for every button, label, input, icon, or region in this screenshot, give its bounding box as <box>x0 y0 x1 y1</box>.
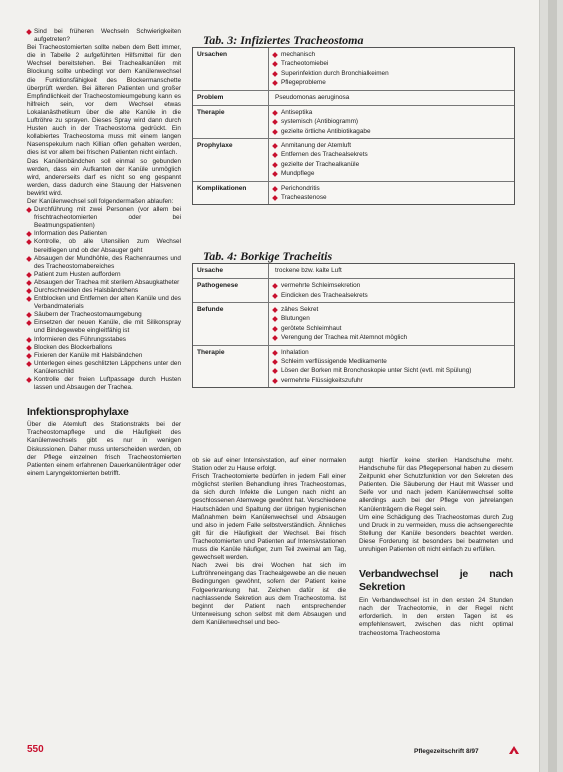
step: Fixieren der Kanüle mit Halsbändchen <box>27 352 181 360</box>
list-item: Blutungen <box>273 314 510 323</box>
paragraph: autgt hierfür keine sterilen Handschuhe mehr. Handschuhe für das Pflegepersonal haben zu diesem Zeitpunkt eher Schutzfunktion vor den Sekreten des Patienten. Die Säuberung der Haut mit Wasser und Seife vor und nach jedem Kanülenwechsel sollte allerdings auch bei der Pflege von jahrelangen Kanülenträgern die Regel sein. <box>359 457 513 513</box>
step: Säubern der Tracheostomaumgebung <box>27 311 181 319</box>
list-item: Inhalation <box>273 348 510 357</box>
list-item: Tracheotomiebei <box>273 59 510 68</box>
step: Informieren des Führungsstabes <box>27 336 181 344</box>
step: Patient zum Husten auffordern <box>27 271 181 279</box>
list-item: mechanisch <box>273 50 510 59</box>
publication-name: Pflegezeitschrift 8/97 <box>414 748 479 755</box>
row-label: Therapie <box>193 106 269 138</box>
step: Entblocken und Entfernen der alten Kanüle und des Verbandmaterials <box>27 295 181 311</box>
paragraph: Um eine Schädigung des Tracheostomas durch Zug und Druck in zu vermeiden, muss die achsengerechte Stellung der Kanüle besonders beachtet werden. Diese Forderung ist besonders bei beatmeten und unruhigen Patienten oft nicht einfach zu erfüllen. <box>359 513 513 554</box>
table-row <box>193 48 514 90</box>
row-label: Problem <box>193 91 269 105</box>
list-item: Verengung der Trachea mit Atemnot möglich <box>273 333 510 342</box>
section-heading: Verbandwechsel je nach Sekretion <box>359 568 513 593</box>
row-text: Pseudomonas aeruginosa <box>275 93 350 101</box>
paragraph: Frisch Tracheotomierte bedürfen in jedem Fall einer möglichst sterilen Behandlung ihres Tracheostomas, da sich durch Infekte die Lungen nach nicht an geschlossenen Atemwege gewöhnt hat. Verschiedene Hautschäden und Spaltung der übrigen hygienischen Maßnahmen beim Kanülenwechsel und Absaugen und also in jedem Falle selbstverständlich. Ähnliches gilt für die Häufigkeit der Wechsel. Bei frisch Tracheotomierten und Patienten auf Intensivstationen muss die Kanüle häufiger, zum Teil zweimal am Tag, gewechselt werden. <box>192 473 346 562</box>
row-value <box>269 264 514 278</box>
intro-question-list <box>27 28 181 44</box>
table-crusted-tracheitis <box>192 249 515 388</box>
list-item: Entfernen des Trachealsekrets <box>273 150 510 159</box>
row-label: Prophylaxe <box>193 139 269 181</box>
table-row <box>193 278 514 302</box>
row-value <box>269 346 514 388</box>
paragraph: Das Kanülenbändchen soll einmal so gebunden werden, dass ein Aufkanten der Kanüle unmöglich wird, andererseits darf es nicht so eng gespannt werden, dass dadurch eine Stauung der Halsvenen bewirkt wird. <box>27 157 181 197</box>
step: Unterlegen eines geschlitzten Läppchens unter den Kanülenschild <box>27 360 181 376</box>
list-item: Lösen der Borken mit Bronchoskopie unter Sicht (evtl. mit Spülung) <box>273 366 510 375</box>
list-item: Tracheastenose <box>273 193 510 202</box>
row-label: Therapie <box>193 346 269 388</box>
table-row <box>193 181 514 205</box>
paragraph: Der Kanülenwechsel soll folgendermaßen ablaufen: <box>27 197 174 205</box>
list-item: zähes Sekret <box>273 305 510 314</box>
middle-column <box>192 457 346 627</box>
right-column <box>359 457 513 638</box>
page-edge-band <box>548 0 557 772</box>
procedure-steps <box>27 206 181 392</box>
paragraph: Nach zwei bis drei Wochen hat sich im Luftröhreneingang das Trachealgewebe an die neuen Bedingungen gewöhnt, sofern der Patient keine Folgeerkrankung hat. Zeichen dafür ist die nachlassende Sekretion aus dem Tracheostoma. Ist beginnt der Patient nach entsprechender Unterweisung schon selbst mit dem Absaugen und dem Kanülenwechsel und beo- <box>192 562 346 626</box>
paragraph: Ein Verbandwechsel ist in den ersten 24 Stunden nach der Tracheotomie, in der Regel nicht erforderlich. In den ersten Tagen ist es empfehlenswert, zwischen das nicht optimal tracheostoma Tracheostoma <box>359 597 513 637</box>
table-row <box>193 264 514 278</box>
list-item: gezielte der Trachealkanüle <box>273 160 510 169</box>
row-value <box>269 91 514 105</box>
table-row <box>193 345 514 388</box>
left-column <box>27 28 181 478</box>
step: Durchschneiden des Halsbändchens <box>27 287 181 295</box>
list-item: Eindicken des Trachealsekrets <box>273 291 510 300</box>
page-number: 550 <box>27 744 44 755</box>
list-item: gezielte örtliche Antibiotikagabe <box>273 127 510 136</box>
row-label: Komplikationen <box>193 182 269 205</box>
paragraph: ob sie auf einer Intensivstation, auf einer normalen Station oder zu Hause erfolgt. <box>192 457 346 473</box>
step: Information des Patienten <box>27 230 181 238</box>
step: Blocken des Blockerballons <box>27 344 181 352</box>
row-value <box>269 106 514 138</box>
table-row <box>193 90 514 105</box>
intro-question: Sind bei früheren Wechseln Schwierigkeiten aufgetreten? <box>27 28 181 44</box>
list-item: systemisch (Antibiogramm) <box>273 117 510 126</box>
list-item: Anmitanung der Atemluft <box>273 141 510 150</box>
list-item: Perichondritis <box>273 184 510 193</box>
list-item: Superinfektion durch Bronchialkeimen <box>273 69 510 78</box>
publisher-logo-icon <box>508 745 520 755</box>
paragraph: Bei Tracheostomierten sollte neben dem Bett immer, die in Tabelle 2 aufgeführten Hilfsmittel für den Wechsel bereitstehen. Bei Trachealkanülen mit Blockung sollte unbedingt vor dem Kanülenwechsel die Funktionsfähigkeit des Blockermanschette überprüft werden. Bei älteren Patienten und großer Empfindlichkeit der Tracheostomieumgebung kann es hilfreich sein, vor dem Wechsel etwas Lokalanästhetikum über die alte Kanüle in die Luftröhre zu sprayen. Dieses Spray wird dann durch Husten auch in der Tracheostoma gedrückt. Ein kollabiertes Tracheostoma muss mit einem langen Nasenspekulum nach Killian offen gehalten werden, dies ist vor allem bei frischen Patienten nicht einfach. <box>27 44 181 157</box>
step: Absaugen der Trachea mit sterilem Absaugkatheter <box>27 279 181 287</box>
step: Absaugen der Mundhöhle, des Rachenraumes und des Tracheostomabereiches <box>27 255 181 271</box>
row-value <box>269 48 514 90</box>
list-item: Schleim verflüssigende Medikamente <box>273 357 510 366</box>
list-item: Antiseptika <box>273 108 510 117</box>
paragraph: Über die Atemluft des Stationstrakts bei der Tracheostomapflege und die Häufigkeit des Kanülenwechsels gibt es nur in wenigen Diskussionen. Daher muss unterscheiden werden, ob der Pflege einzelnen frisch Tracheostomierten Patienten einem erfahrenen Dauerkanülenträger oder einem Laryngektomierten betrifft. <box>27 421 181 477</box>
step: Einsetzen der neuen Kanüle, die mit Silikonspray und Bindegewebe eingleitfähig ist <box>27 319 181 335</box>
list-item: vermehrte Flüssigkeitszufuhr <box>273 376 510 385</box>
row-value <box>269 303 514 345</box>
list-item: vermehrte Schleimsekretion <box>273 281 510 290</box>
list-item: gerötete Schleimhaut <box>273 324 510 333</box>
row-label: Befunde <box>193 303 269 345</box>
row-label: Ursachen <box>193 48 269 90</box>
section-heading: Infektionsprophylaxe <box>27 406 129 419</box>
row-text: trockene bzw. kalte Luft <box>275 267 342 274</box>
step: Durchführung mit zwei Personen (vor allem bei frischtracheotomierten oder bei Beatmungspatienten) <box>27 206 181 230</box>
row-value <box>269 139 514 181</box>
step: Kontrolle der freien Luftpassage durch Husten lassen und Absaugen der Trachea. <box>27 376 181 392</box>
row-value <box>269 182 514 205</box>
step: Kontrolle, ob alle Utensilien zum Wechsel bereitliegen und ob der Absauger geht <box>27 238 181 254</box>
table-row <box>193 302 514 345</box>
table-row <box>193 105 514 138</box>
table-caption: Tab. 3: Infiziertes Tracheostoma <box>199 34 367 46</box>
table-row <box>193 138 514 181</box>
table-infected-tracheostoma <box>192 33 515 205</box>
row-label: Ursache <box>193 264 269 278</box>
row-label: Pathogenese <box>193 279 269 302</box>
list-item: Pflegeprobleme <box>273 78 510 87</box>
list-item: Mundpflege <box>273 169 510 178</box>
table-caption: Tab. 4: Borkige Tracheitis <box>199 250 336 262</box>
row-value <box>269 279 514 302</box>
